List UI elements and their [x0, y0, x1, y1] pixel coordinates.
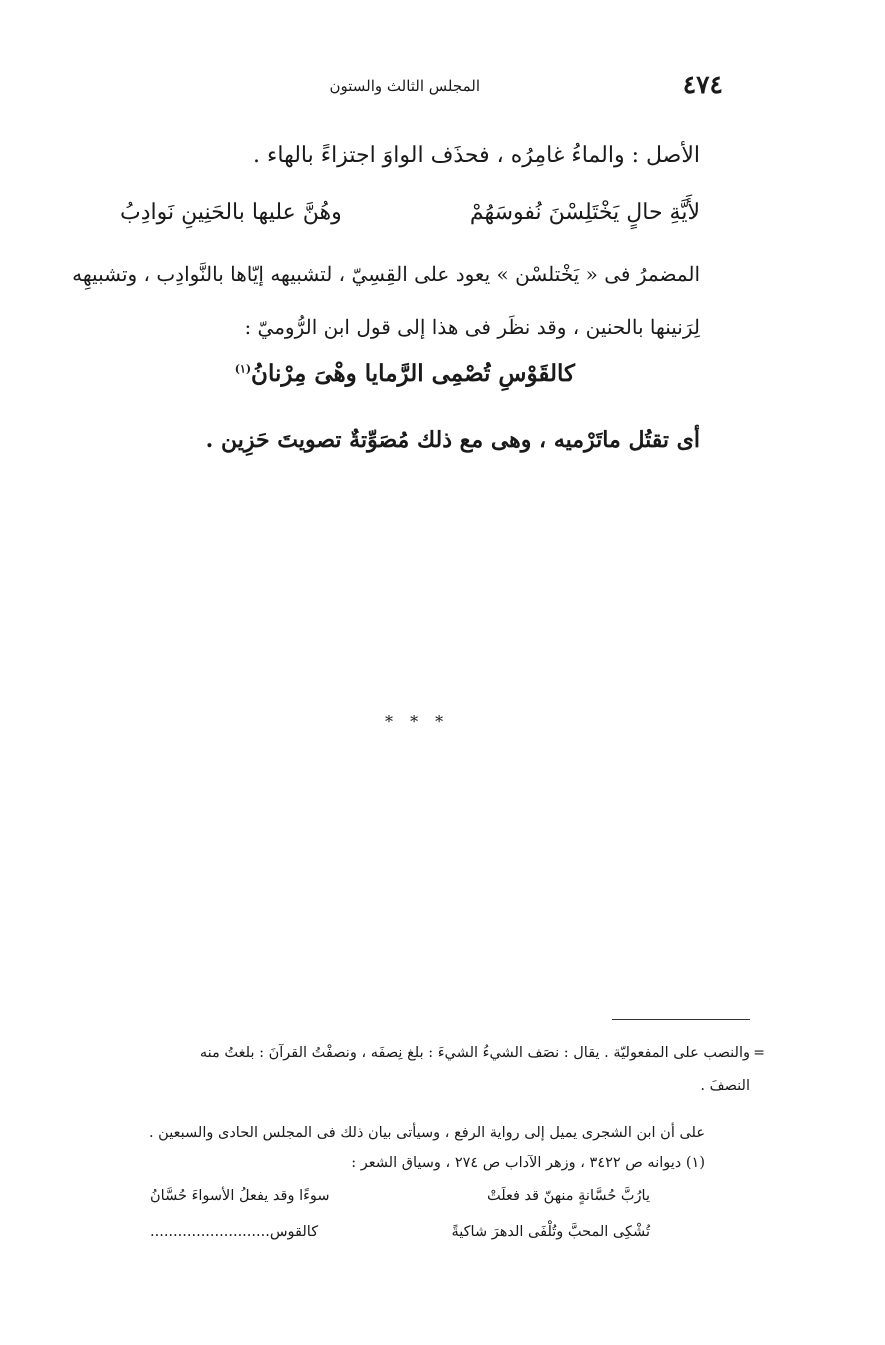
footnote-verse-1-hemistich-2: سوءًا وقد يفعلُ الأسواءَ حُسَّانُ [150, 1188, 330, 1204]
page-number: ٤٧٤ [682, 70, 723, 99]
continuation-marker: = [753, 1045, 765, 1061]
footnote-verse-2-hemistich-2: كالقوس.......................... [150, 1224, 319, 1240]
verse-2-text: كالقَوْسِ تُصْمِى الرَّمايا وهْىَ مِرْنانُ [251, 360, 575, 387]
footnote-1: (١) ديوانه ص ٣٤٢٢ ، وزهر الآداب ص ٢٧٤ ، وسياق الشعر : [351, 1155, 705, 1171]
body-paragraph-1: الأصل : والماءُ غامِرُه ، فحذَف الواوَ اجتزاءً بالهاء . [253, 143, 700, 168]
body-paragraph-2-line-1: المضمرُ فى « يَخْتلسْن » يعود على القِسِيّ ، لتشبيهه إيّاها بالنَّوادِب ، وتشبيهِه [72, 262, 700, 286]
footnote-verse-1-hemistich-1: يارُبَّ حُسَّانةٍ منهنّ قد فعلَتْ [486, 1188, 650, 1204]
footnote-verse-2-hemistich-1: تُشْكِى المحبَّ وتُلْفَى الدهرَ شاكيةً [451, 1224, 650, 1240]
footnote-continuation-line-2: النصفَ . [700, 1078, 750, 1094]
footnote-verse-2 [150, 1224, 650, 1240]
verse-1-hemistich-1: لأَيَّةِ حالٍ يَخْتَلِسْنَ نُفوسَهُمْ [469, 200, 700, 225]
verse-1-hemistich-2: وهُنَّ عليها بالحَنِينِ نَوادِبُ [120, 200, 342, 225]
footnote-marker-1: (١) [234, 362, 252, 376]
footnote-rule [612, 1019, 750, 1020]
running-title: المجلس الثالث والستون [329, 77, 480, 95]
body-paragraph-2-line-2: لِرَنينها بالحنين ، وقد نظَر فى هذا إلى قول ابن الرُّوميّ : [244, 315, 700, 339]
verse-line-1 [120, 200, 700, 225]
footnote-continuation-line-1: والنصب على المفعوليّة . يقال : نصَف الشيءُ الشيءَ : بلغ نِصفَه ، ونصفْتُ القرآنَ : بلغتُ منه [199, 1045, 750, 1061]
footnote-note: على أن ابن الشجرى يميل إلى رواية الرفع ، وسيأتى بيان ذلك فى المجلس الحادى والسبعين . [148, 1125, 705, 1141]
verse-line-2 [235, 360, 575, 387]
section-separator: * * * [385, 712, 450, 731]
body-paragraph-3: أى تقتُل ماتَرْميه ، وهى مع ذلك مُصَوِّتةٌ تصويتَ حَزِين . [205, 427, 700, 453]
footnote-verse-1 [150, 1188, 650, 1204]
